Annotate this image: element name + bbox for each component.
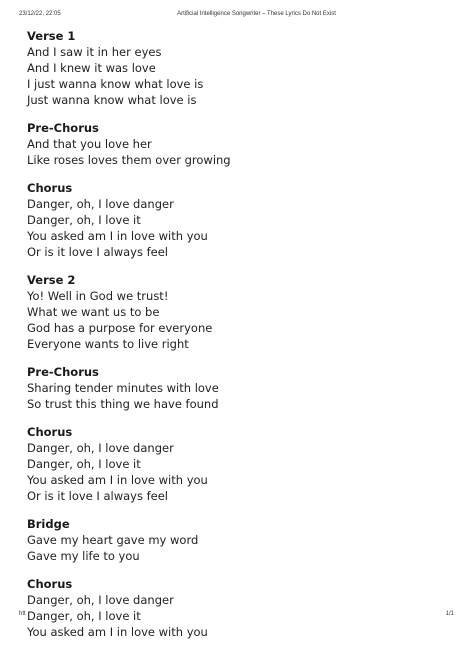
lyric-line: You asked am I in love with you: [27, 625, 208, 639]
print-date: 23/12/22, 22:05: [19, 11, 61, 17]
section-heading: Chorus: [27, 425, 73, 439]
lyric-line: God has a purpose for everyone: [27, 321, 213, 335]
lyric-line: And that you love her: [27, 137, 152, 151]
lyric-line: So trust this thing we have found: [27, 397, 219, 411]
lyric-line: What we want us to be: [27, 305, 160, 319]
section-heading: Pre-Chorus: [27, 121, 99, 135]
lyric-line: Danger, oh, I love it: [27, 609, 141, 623]
section-heading: Verse 2: [27, 273, 76, 287]
print-header: [19, 11, 454, 21]
lyric-line: Just wanna know what love is: [27, 93, 197, 107]
lyric-line: Sharing tender minutes with love: [27, 381, 219, 395]
section-heading: Chorus: [27, 181, 73, 195]
lyric-line: Or is it love I always feel: [27, 489, 168, 503]
lyric-line: Gave my heart gave my word: [27, 533, 199, 547]
lyric-line: Danger, oh, I love it: [27, 213, 141, 227]
lyric-line: And I saw it in her eyes: [27, 45, 162, 59]
print-page-title: Artificial Intelligence Songwriter – These Lyrics Do Not Exist: [177, 11, 336, 17]
lyrics-section: [27, 180, 447, 260]
lyric-line: Gave my life to you: [27, 549, 140, 563]
lyric-line: Danger, oh, I love it: [27, 457, 141, 471]
lyrics-section: [27, 576, 447, 640]
section-heading: Chorus: [27, 577, 73, 591]
lyrics-section: [27, 272, 447, 352]
lyric-line: You asked am I in love with you: [27, 229, 208, 243]
lyrics-section: [27, 120, 447, 168]
lyric-line: Like roses loves them over growing: [27, 153, 231, 167]
lyric-line: Danger, oh, I love danger: [27, 197, 174, 211]
print-page-number: 1/1: [445, 611, 454, 617]
section-heading: Pre-Chorus: [27, 365, 99, 379]
lyric-line: Or is it love I always feel: [27, 245, 168, 259]
lyrics-section: [27, 424, 447, 504]
lyric-line: And I knew it was love: [27, 61, 156, 75]
lyrics-section: [27, 28, 447, 108]
lyric-line: Danger, oh, I love danger: [27, 593, 174, 607]
lyrics-section: [27, 516, 447, 564]
section-heading: Verse 1: [27, 29, 76, 43]
section-heading: Bridge: [27, 517, 70, 531]
print-footer-url: htt: [19, 611, 26, 617]
lyric-line: Everyone wants to live right: [27, 337, 189, 351]
lyric-line: I just wanna know what love is: [27, 77, 204, 91]
lyric-line: Yo! Well in God we trust!: [27, 289, 169, 303]
lyrics-document: [27, 28, 447, 652]
lyrics-section: [27, 364, 447, 412]
lyric-line: Danger, oh, I love danger: [27, 441, 174, 455]
lyric-line: You asked am I in love with you: [27, 473, 208, 487]
